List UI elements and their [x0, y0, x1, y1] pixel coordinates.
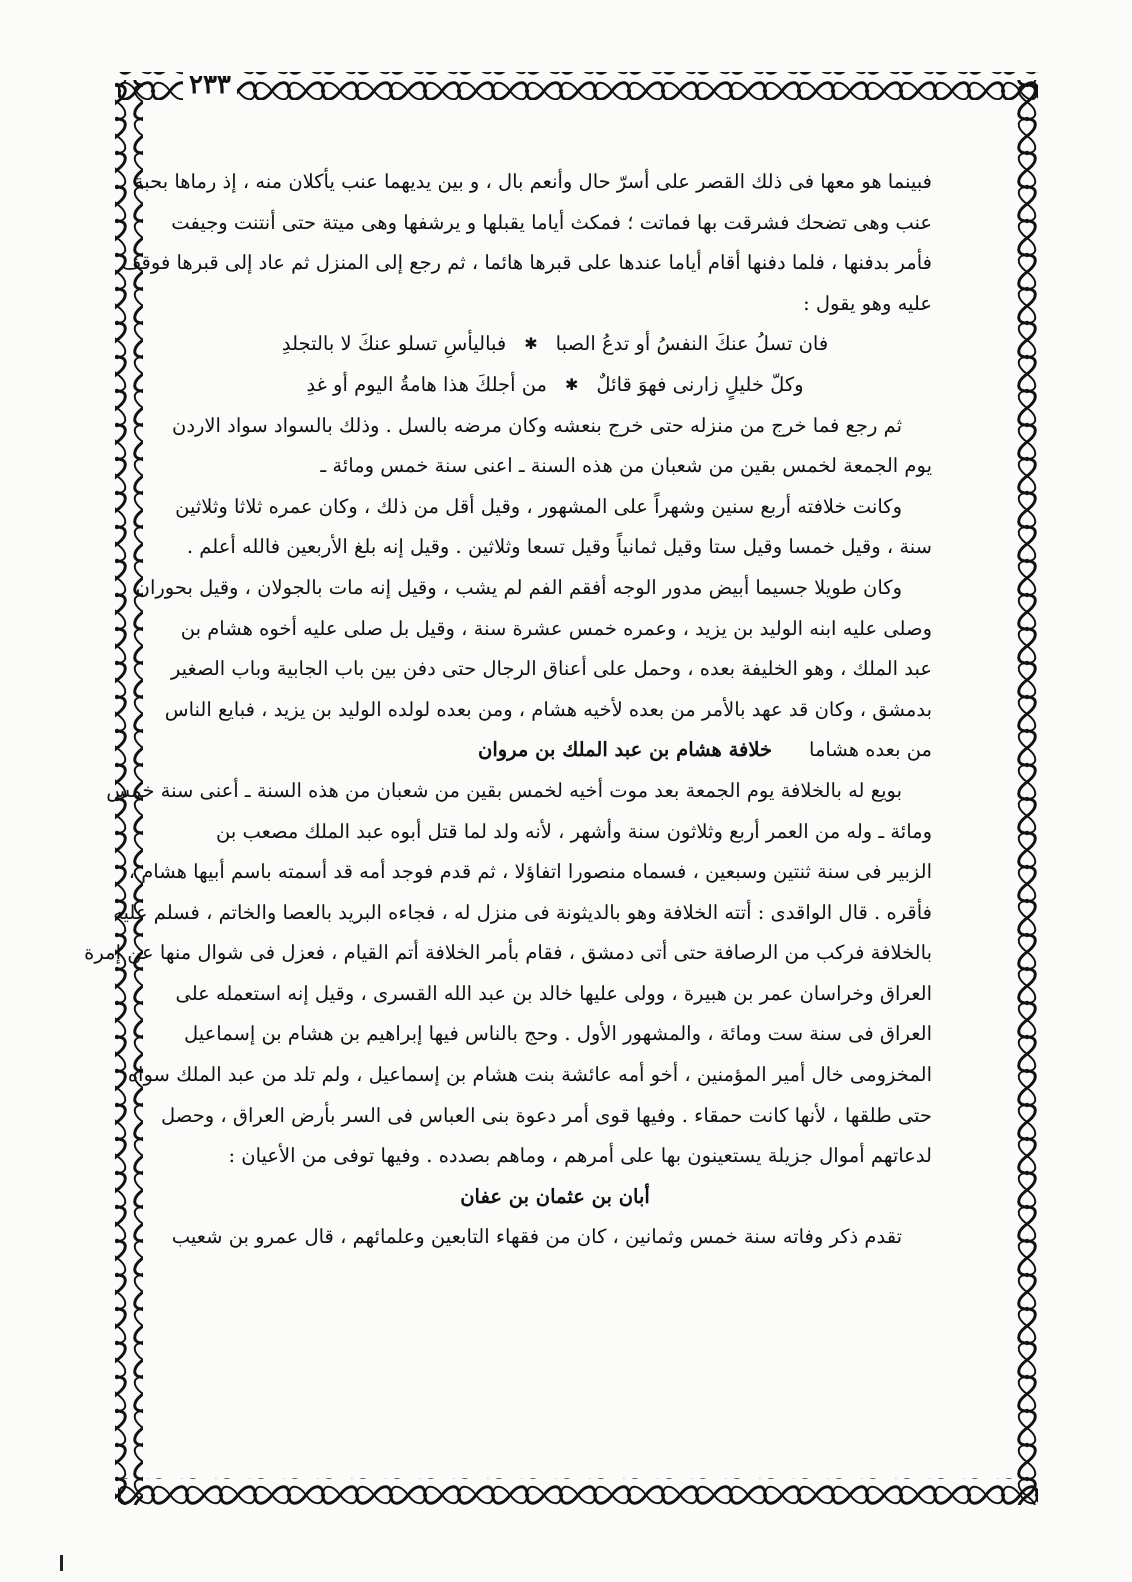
text-line: بدمشق ، وكان قد عهد بالأمر من بعده لأخيه هشام ، ومن بعده لولده الوليد بن يزيد ، فبايع الناس	[164, 697, 932, 721]
text-line: الزبير فى سنة ثنتين وسبعين ، فسماه منصورا اتفاؤلا ، ثم قدم فوجد أمه قد أسمته باسم أبيها هشام ،	[128, 860, 932, 884]
text-line: ومائة ـ وله من العمر أربع وثلاثون سنة وأشهر ، لأنه ولد لما قتل أبوه عبد الملك مصعب بن	[215, 819, 932, 843]
subsection-title: أبان بن عثمان بن عفان	[460, 1184, 650, 1208]
text-line: بويع له بالخلافة يوم الجمعة بعد موت أخيه لخمس بقين من شعبان من هذه السنة ـ أعنى سنة خمس	[106, 778, 902, 802]
text-line: العراق وخراسان عمر بن هبيرة ، وولى عليها خالد بن عبد الله القسرى ، وقيل إنه استعمله على	[175, 981, 932, 1005]
text-line: عليه وهو يقول :	[803, 291, 932, 315]
text-line: العراق فى سنة ست ومائة ، والمشهور الأول . وحج بالناس فيها إبراهيم بن هشام بن إسماعيل	[183, 1022, 932, 1046]
text-line: عنب وهى تضحك فشرقت بها فماتت ؛ فمكث أياما يقبلها و يرشفها وهى ميتة حتى أنتنت وجيفت	[171, 210, 932, 234]
heading-line	[178, 730, 932, 771]
text-line: من بعده هشاما	[809, 738, 932, 762]
text-line: وكان طويلا جسيما أبيض مدور الوجه أفقم الفم لم يشب ، وقيل إنه مات بالجولان ، وقيل بحوران	[135, 575, 902, 599]
verse-first-hemistich: فان تسلُ عنكَ النفسُ أو تدعُ الصبا	[555, 332, 829, 356]
verse-line	[178, 324, 932, 365]
text-line: حتى طلقها ، لأنها كانت حمقاء . وفيها قوى أمر دعوة بنى العباس فى السر بأرض العراق ، وحصل	[161, 1103, 932, 1127]
star-separator-icon: ✱	[524, 334, 538, 354]
text-line: فأقره . قال الواقدى : أتته الخلافة وهو بالديثونة فى منزل له ، فجاءه البريد بالعصا والخاتم ، فسلم عليه	[113, 900, 932, 924]
text-line: بالخلافة فركب من الرصافة حتى أتى دمشق ، فقام بأمر الخلافة أتم القيام ، فعزل فى شوال منها عن إمرة	[84, 941, 932, 965]
text-line: وصلى عليه ابنه الوليد بن يزيد ، وعمره خمس عشرة سنة ، وقيل بل صلى عليه أخوه هشام بن	[180, 616, 932, 640]
text-line: سنة ، وقيل خمسا وقيل ستا وقيل ثمانياً وقيل تسعا وثلاثين . وقيل إنه بلغ الأربعين فالله أعلم .	[186, 535, 932, 559]
text-line: فأمر بدفنها ، فلما دفنها أقام أياما عندها على قبرها هائما ، ثم رجع إلى المنزل ثم عاد إلى قبرها فوقف	[121, 251, 932, 275]
text-line: تقدم ذكر وفاته سنة خمس وثمانين ، كان من فقهاء التابعين وعلمائهم ، قال عمرو بن شعيب	[171, 1225, 902, 1249]
verse-first-hemistich: وكلّ خليلٍ زارنى فهوَ قائلٌ	[596, 372, 804, 396]
verse-second-hemistich: من أجلكَ هذا هامةُ اليوم أو غدِ	[306, 372, 547, 396]
section-title: خلافة هشام بن عبد الملك بن مروان	[478, 738, 773, 762]
text-line: وكانت خلافته أربع سنين وشهراً على المشهور ، وقيل أقل من ذلك ، وكان عمره ثلاثا وثلاثين	[175, 494, 902, 518]
margin-mark	[60, 1555, 63, 1571]
verse-line	[178, 365, 932, 406]
main-text	[84, 162, 932, 1258]
text-line: فبينما هو معها فى ذلك القصر على أسرّ حال وأنعم بال ، و بين يديهما عنب يأكلان منه ، إذ رماها بحبة	[133, 170, 932, 193]
page-number: ٢٣٣	[183, 70, 237, 100]
text-line: لدعاتهم أموال جزيلة يستعينون بها على أمرهم ، وماهم بصدده . وفيها توفى من الأعيان :	[228, 1144, 932, 1168]
text-line: ثم رجع فما خرج من منزله حتى خرج بنعشه وكان مرضه بالسل . وذلك بالسواد سواد الاردن	[172, 413, 902, 437]
verse-second-hemistich: فباليأسِ تسلو عنكَ لا بالتجلدِ	[281, 332, 507, 356]
text-line: عبد الملك ، وهو الخليفة بعده ، وحمل على أعناق الرجال حتى دفن بين باب الجابية وباب الصغير	[170, 657, 932, 681]
text-line: المخزومى خال أمير المؤمنين ، أخو أمه عائشة بنت هشام بن إسماعيل ، ولم تلد من عبد الملك سواه	[127, 1063, 932, 1087]
text-line: يوم الجمعة لخمس بقين من شعبان من هذه السنة ـ اعنى سنة خمس ومائة ـ	[320, 454, 932, 478]
star-separator-icon: ✱	[564, 374, 579, 394]
